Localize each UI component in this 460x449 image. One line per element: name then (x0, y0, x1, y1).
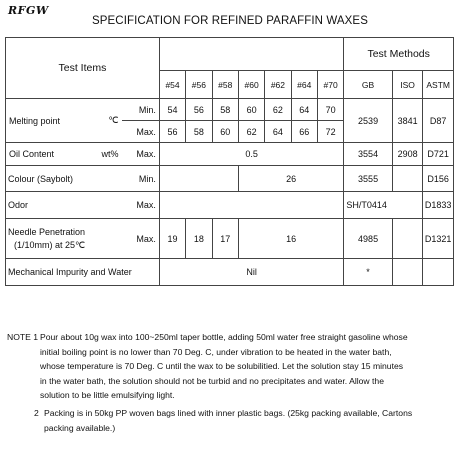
spec-table (5, 37, 454, 286)
odor-gb: SH/T0414 (344, 192, 423, 219)
grade-header: #60 (238, 71, 264, 99)
melting-max-value: 66 (291, 121, 317, 143)
melting-max-value: 64 (265, 121, 291, 143)
note-1-text (40, 330, 455, 403)
impurity-astm (423, 259, 454, 286)
needle-iso (392, 219, 423, 259)
melting-min-value: 60 (238, 99, 264, 121)
colour-limit: Min. (122, 166, 159, 192)
impurity-gb: * (344, 259, 392, 286)
note-1-label: NOTE 1 (7, 332, 39, 342)
impurity-iso (392, 259, 423, 286)
melting-max-label: Max. (122, 121, 159, 143)
needle-label-cell (6, 219, 123, 259)
company-logo: RFGW (8, 4, 49, 17)
colour-value: 26 (238, 166, 343, 192)
needle-limit: Max. (122, 219, 159, 259)
notes-section (7, 330, 455, 435)
melting-min-value: 56 (186, 99, 212, 121)
grade-header: #64 (291, 71, 317, 99)
grade-header: #62 (265, 71, 291, 99)
note-2-number: 2 (34, 407, 39, 418)
impurity-label: Mechanical Impurity and Water (6, 259, 160, 286)
needle-rest-value: 16 (238, 219, 343, 259)
odor-astm: D1833 (423, 192, 454, 219)
needle-astm: D1321 (423, 219, 454, 259)
needle-label-line2: (1/10mm) at 25℃ (14, 239, 86, 250)
odor-value (159, 192, 343, 219)
note-1-line: solution to be little emulsifying light. (40, 390, 175, 401)
melting-point-unit: ℃ (108, 115, 119, 125)
oil-content-unit: wt% (101, 149, 119, 159)
grades-header-blank (159, 38, 343, 71)
impurity-value: Nil (159, 259, 343, 286)
oil-content-iso: 2908 (392, 143, 423, 166)
note-2-text (40, 406, 455, 435)
note-1-line: Pour about 10g wax into 100~250ml taper bottle, adding 50ml water free straight gasoline whose (40, 332, 408, 342)
note-2-line: packing available.) (44, 422, 116, 433)
needle-value: 17 (212, 219, 238, 259)
grade-header: #54 (159, 71, 185, 99)
melting-min-value: 62 (265, 99, 291, 121)
oil-content-label-cell (6, 143, 123, 166)
oil-content-gb: 3554 (344, 143, 392, 166)
grade-header: #56 (186, 71, 212, 99)
oil-content-label: Oil Content (9, 149, 55, 159)
melting-max-value: 72 (317, 121, 343, 143)
note-1-line: whose temperature is 70 Deg. C until the wax to be solubilitied. Let the solution stay 15 minutes (40, 361, 404, 372)
melting-min-label: Min. (122, 99, 159, 121)
colour-label: Colour (Saybolt) (6, 166, 123, 192)
method-header-iso: ISO (392, 71, 423, 99)
melting-iso: 3841 (392, 99, 423, 143)
oil-content-limit: Max. (122, 143, 159, 166)
melting-max-value: 62 (238, 121, 264, 143)
melting-point-label-cell (6, 99, 123, 143)
needle-gb: 4985 (344, 219, 392, 259)
method-header-gb: GB (344, 71, 392, 99)
test-items-header: Test Items (6, 38, 160, 99)
colour-gb: 3555 (344, 166, 392, 192)
grade-header: #70 (317, 71, 343, 99)
odor-limit: Max. (122, 192, 159, 219)
melting-max-value: 56 (159, 121, 185, 143)
odor-label: Odor (6, 192, 123, 219)
oil-content-astm: D721 (423, 143, 454, 166)
needle-value: 18 (186, 219, 212, 259)
note-1-line: initial boiling point is no lower than 70 Deg. C, under vibration to be heated in the water bath, (40, 346, 392, 357)
melting-point-label: Melting point (9, 115, 61, 126)
melting-min-value: 70 (317, 99, 343, 121)
melting-gb: 2539 (344, 99, 392, 143)
colour-astm: D156 (423, 166, 454, 192)
melting-max-value: 58 (186, 121, 212, 143)
test-methods-header: Test Methods (344, 38, 454, 71)
note-1-line: in the water bath, the solution should not be turbid and no precipitates and water. Allow the (40, 375, 384, 386)
colour-blank (159, 166, 238, 192)
page-title: SPECIFICATION FOR REFINED PARAFFIN WAXES (92, 15, 368, 27)
melting-min-value: 58 (212, 99, 238, 121)
melting-min-value: 64 (291, 99, 317, 121)
melting-max-value: 60 (212, 121, 238, 143)
colour-iso (392, 166, 423, 192)
needle-label-line1: Needle Penetration (8, 226, 86, 237)
melting-min-value: 54 (159, 99, 185, 121)
note-2-line: Packing is in 50kg PP woven bags lined with inner plastic bags. (25kg packing available, Cartons (44, 407, 413, 418)
melting-astm: D87 (423, 99, 454, 143)
grade-header: #58 (212, 71, 238, 99)
method-header-astm: ASTM (423, 71, 454, 99)
needle-value: 19 (159, 219, 185, 259)
oil-content-value: 0.5 (159, 143, 343, 166)
